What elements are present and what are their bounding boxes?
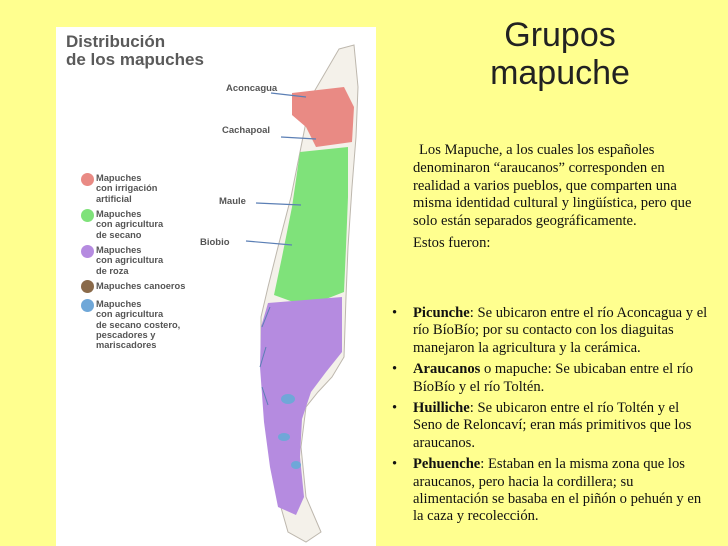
legend-line: artificial [96,193,132,204]
group-name: Huilliche [413,400,470,417]
group-description: : Estaban en la misma zona que los araucanos, pero hacia la cordillera; su alimentación se basaba en el piñón o pehuén y en la caza y recolección. [413,456,702,525]
river-label-maule: Maule [219,196,246,207]
legend-line: de roza [96,265,129,276]
slide-title-line1: Grupos [504,16,616,54]
group-description: o mapuche: Se ubicaban entre el río BíoBío y el río Toltén. [413,361,694,395]
legend-swatch-canoe [81,280,94,293]
legend-item-irrigation [96,173,157,204]
list-item [392,361,712,396]
intro-text [413,142,703,253]
group-name: Araucanos [413,361,481,378]
groups-list [392,305,712,530]
legend-swatch-slash-burn [81,245,94,258]
legend-line: con agricultura [96,219,164,230]
legend-line: Mapuches [96,299,142,309]
group-description: : Se ubicaron entre el río Toltén y el Seno de Reloncaví; eran más primitivos que los araucanos. [413,400,692,451]
intro-lead: Estos fueron: [413,234,491,251]
legend-line: de secano [96,229,142,240]
legend-item-dryland [96,209,163,240]
map-title-line2: de los mapuches [66,50,204,69]
legend-line: con agricultura [96,255,164,266]
legend-line: Mapuches [96,173,142,183]
region-slash-burn [260,297,342,515]
legend-line: mariscadores [96,340,157,351]
lake-1 [281,394,295,404]
list-item [392,305,712,357]
river-label-cachapoal: Cachapoal [222,125,271,136]
group-description: : Se ubicaron entre el río Aconcagua y el río BíoBío; por su contacto con los diaguitas manejaron la agricultura y la cerámica. [413,305,708,356]
mapuche-distribution-map [56,27,376,546]
list-item [392,400,712,452]
legend-line: Mapuches [96,245,142,255]
legend-line: Mapuches [96,209,142,219]
list-item [392,456,712,526]
intro-paragraph: Los Mapuche, a los cuales los españoles denominaron “araucanos” corresponden en realidad a varios pueblos, que comparten una misma identidad cultural y lingüística, pero que solo están separados geográficamente. [413,142,692,230]
lake-2 [278,433,290,441]
legend-swatch-irrigation [81,173,94,186]
legend-line: de secano costero, [96,319,181,330]
river-label-biobio: Biobio [200,237,230,248]
lake-3 [291,461,301,469]
legend-swatch-dryland [81,209,94,222]
legend-line: Mapuches canoeros [96,281,186,291]
legend-item-canoe [96,281,185,291]
map-title-line1: Distribución [66,32,166,51]
legend-line: con agricultura [96,309,164,320]
slide-title-line2: mapuche [490,54,630,92]
legend-item-slash-burn [96,245,163,276]
group-name: Pehuenche [413,456,481,473]
map-title [66,33,204,69]
legend-swatch-coastal [81,299,94,312]
legend-line: con irrigación [96,183,158,194]
river-label-aconcagua: Aconcagua [226,83,278,94]
group-name: Picunche [413,305,470,321]
slide-title [440,16,680,92]
legend-line: pescadores y [96,329,156,340]
legend-item-coastal [96,299,180,350]
